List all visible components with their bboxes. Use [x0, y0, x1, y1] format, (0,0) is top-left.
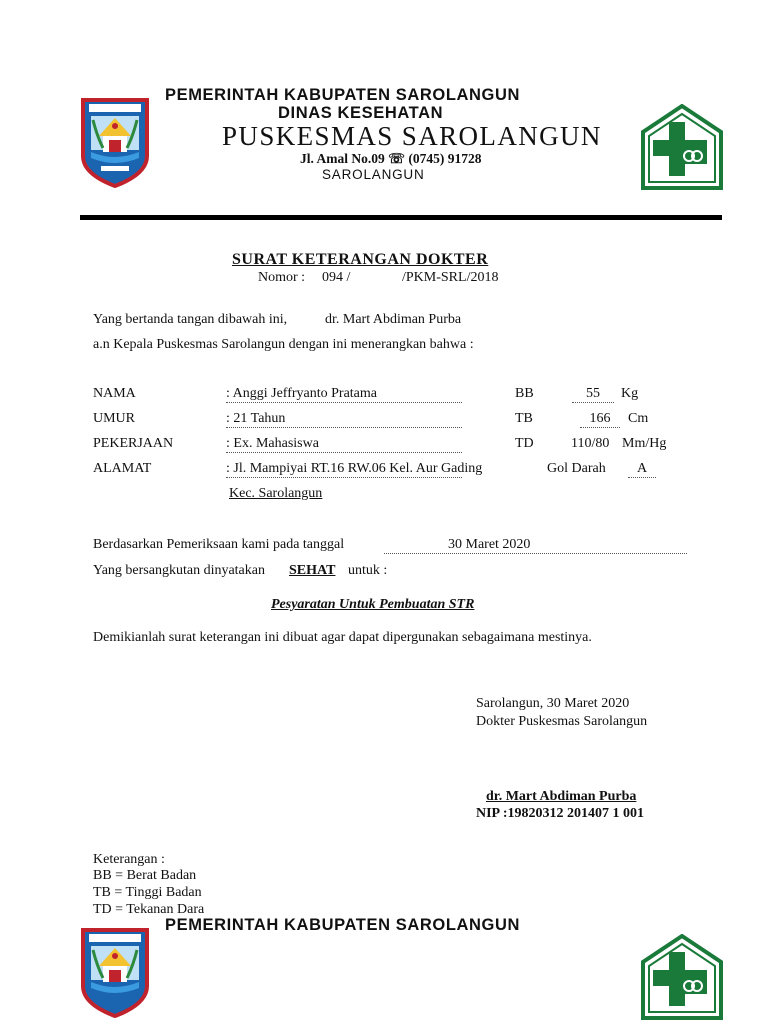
letter-number-value: 094 / — [322, 270, 351, 285]
nama-label: NAMA — [93, 386, 136, 401]
declared-for: untuk : — [348, 563, 388, 578]
notes-title: Keterangan : — [93, 852, 165, 867]
tb-value: 166 — [580, 411, 620, 428]
closing-statement: Demikianlah surat keterangan ini dibuat agar dapat dipergunakan sebagaimana mestinya. — [93, 630, 592, 645]
tb-unit: Cm — [628, 411, 649, 426]
purpose: Pesyaratan Untuk Pembuatan STR — [271, 597, 475, 612]
health-status: SEHAT — [289, 563, 336, 578]
alamat-value-line2: Kec. Sarolangun — [229, 486, 323, 501]
regency-crest-logo — [79, 96, 151, 188]
signature-name: dr. Mart Abdiman Purba — [486, 789, 637, 804]
intro-signer-text: Yang bertanda tangan dibawah ini, — [93, 312, 288, 327]
alamat-label: ALAMAT — [93, 461, 152, 476]
td-label: TD — [515, 436, 534, 451]
signature-place-date: Sarolangun, 30 Maret 2020 — [476, 696, 630, 711]
footer-regency-crest-logo — [79, 926, 151, 1018]
alamat-value-line1: : Jl. Mampiyai RT.16 RW.06 Kel. Aur Gading — [226, 461, 483, 476]
notes-td: TD = Tekanan Dara — [93, 902, 205, 917]
exam-date: 30 Maret 2020 — [384, 537, 687, 554]
letter-number-suffix: /PKM-SRL/2018 — [402, 270, 499, 285]
notes-tb: TB = Tinggi Badan — [93, 885, 202, 900]
letterhead-department: DINAS KESEHATAN — [278, 104, 444, 122]
bb-unit: Kg — [621, 386, 639, 401]
nama-value: : Anggi Jeffryanto Pratama — [226, 386, 462, 403]
letterhead-city: SAROLANGUN — [322, 167, 425, 182]
letterhead-divider — [80, 215, 722, 220]
pekerjaan-label: PEKERJAAN — [93, 436, 174, 451]
footer-government: PEMERINTAH KABUPATEN SAROLANGUN — [165, 916, 521, 934]
td-unit: Mm/Hg — [622, 436, 667, 451]
letter-number-label: Nomor : — [258, 270, 306, 285]
intro-doctor-name: dr. Mart Abdiman Purba — [325, 312, 462, 327]
exam-text: Berdasarkan Pemeriksaan kami pada tanggal — [93, 537, 345, 552]
intro-on-behalf: a.n Kepala Puskesmas Sarolangun dengan ini menerangkan bahwa : — [93, 337, 474, 352]
footer-puskesmas-logo — [641, 934, 723, 1020]
umur-label: UMUR — [93, 411, 136, 426]
td-value: 110/80 — [571, 436, 610, 451]
tb-label: TB — [515, 411, 533, 426]
puskesmas-logo — [641, 104, 723, 190]
blood-type-label: Gol Darah — [547, 461, 606, 476]
letterhead-government: PEMERINTAH KABUPATEN SAROLANGUN — [165, 86, 521, 104]
letterhead-address: Jl. Amal No.09 ☏ (0745) 91728 — [300, 151, 482, 166]
signature-position: Dokter Puskesmas Sarolangun — [476, 714, 648, 729]
signature-nip: NIP :19820312 201407 1 001 — [476, 806, 644, 821]
umur-value: : 21 Tahun — [226, 411, 462, 428]
letterhead-institution: PUSKESMAS SAROLANGUN — [222, 121, 602, 151]
declared-text: Yang bersangkutan dinyatakan — [93, 563, 265, 578]
notes-bb: BB = Berat Badan — [93, 868, 197, 883]
blood-type-value: A — [628, 461, 656, 478]
letter-title: SURAT KETERANGAN DOKTER — [232, 251, 489, 268]
pekerjaan-value: : Ex. Mahasiswa — [226, 436, 462, 453]
bb-value: 55 — [572, 386, 614, 403]
bb-label: BB — [515, 386, 534, 401]
